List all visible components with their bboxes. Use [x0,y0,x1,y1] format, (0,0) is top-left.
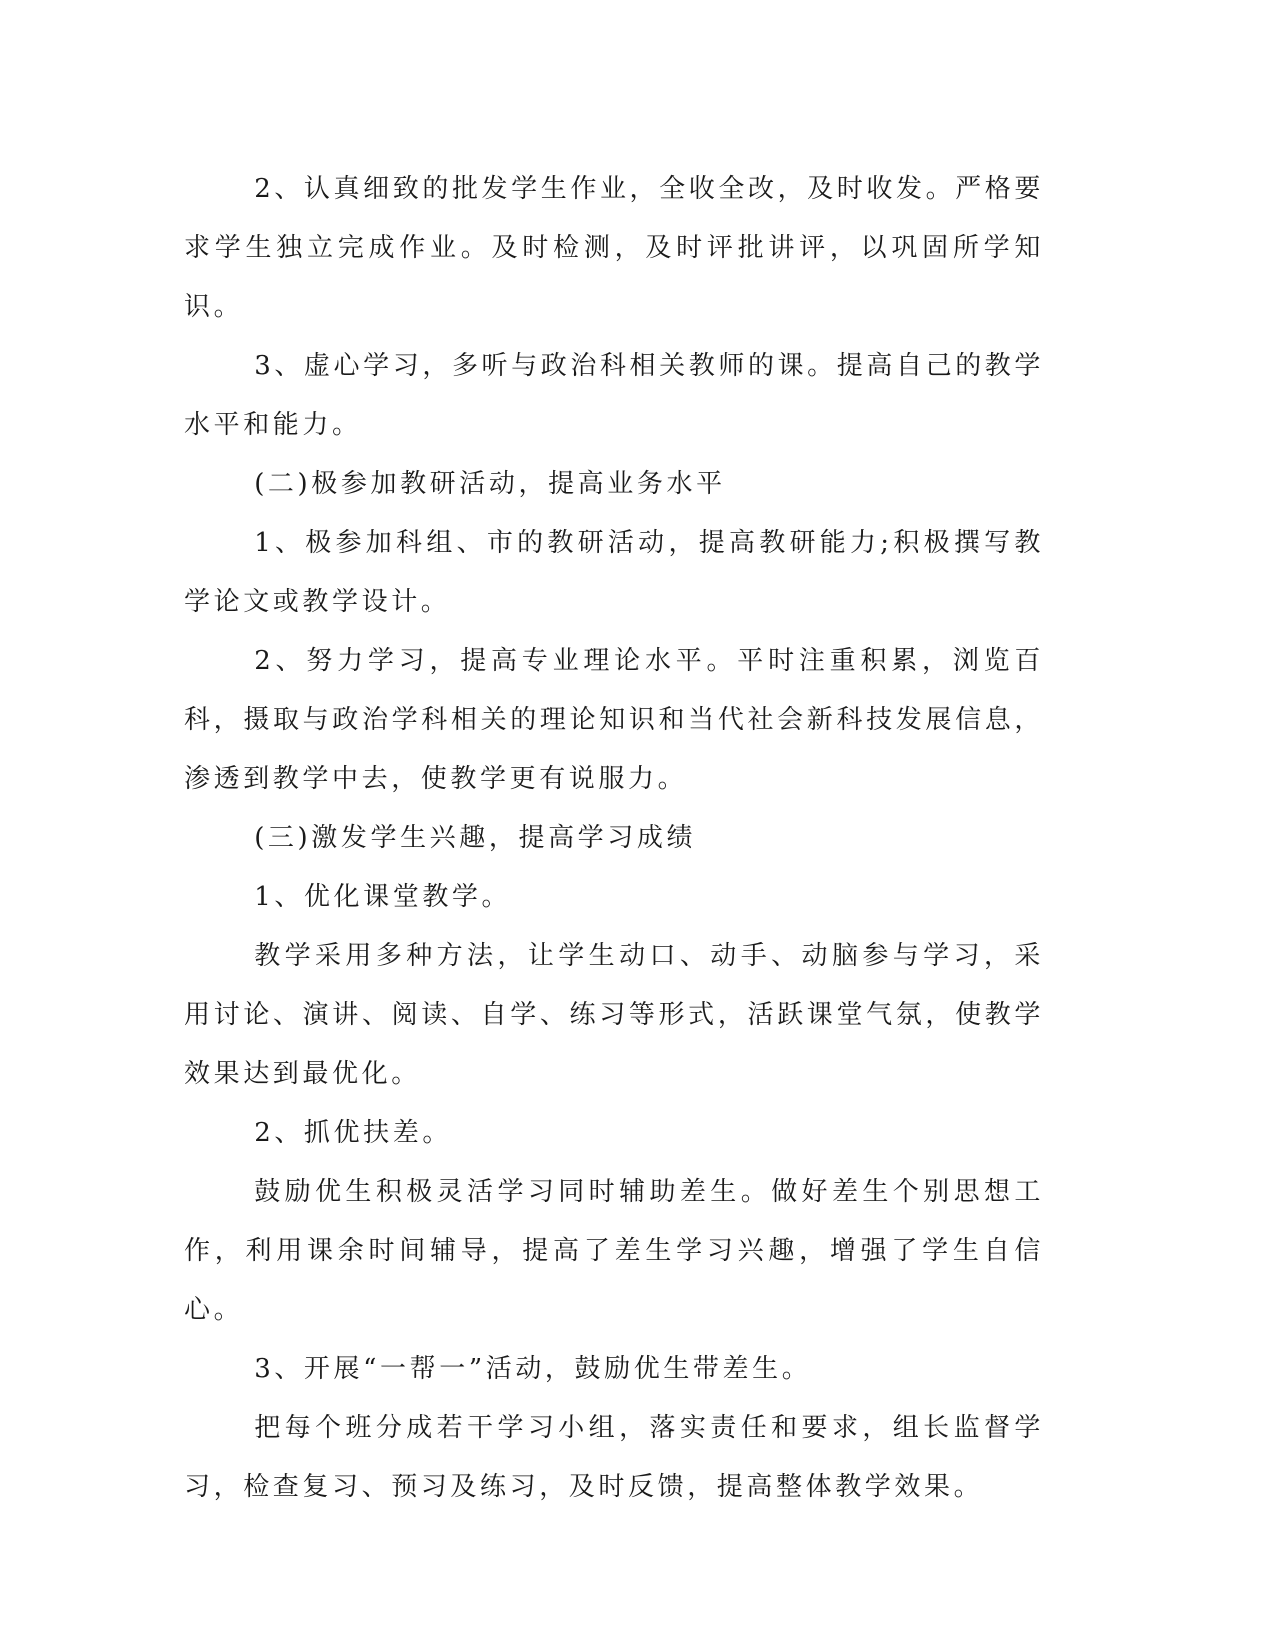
paragraph: 教学采用多种方法，让学生动口、动手、动脑参与学习，采用讨论、演讲、阅读、自学、练习等形式，活跃课堂气氛，使教学效果达到最优化。 [184,941,1044,1089]
paragraph: 1、极参加科组、市的教研活动，提高教研能力;积极撰写教学论文或教学设计。 [184,528,1044,617]
paragraph: 鼓励优生积极灵活学习同时辅助差生。做好差生个别思想工作，利用课余时间辅导，提高了差生学习兴趣，增强了学生自信心。 [184,1177,1044,1325]
document-body [184,160,1044,1517]
paragraph: 2、努力学习，提高专业理论水平。平时注重积累，浏览百科，摄取与政治学科相关的理论知识和当代社会新科技发展信息，渗透到教学中去，使教学更有说服力。 [184,646,1044,794]
paragraph: 2、认真细致的批发学生作业，全收全改，及时收发。严格要求学生独立完成作业。及时检测，及时评批讲评，以巩固所学知识。 [184,174,1044,322]
section-heading: (三)激发学生兴趣，提高学习成绩 [254,823,697,853]
paragraph: 3、虚心学习，多听与政治科相关教师的课。提高自己的教学水平和能力。 [184,351,1044,440]
section-heading: (二)极参加教研活动，提高业务水平 [254,469,726,499]
paragraph: 1、优化课堂教学。 [254,882,512,912]
paragraph: 把每个班分成若干学习小组，落实责任和要求，组长监督学习，检查复习、预习及练习，及时反馈，提高整体教学效果。 [184,1413,1044,1502]
paragraph: 3、开展“一帮一”活动，鼓励优生带差生。 [254,1354,812,1384]
paragraph: 2、抓优扶差。 [254,1118,452,1148]
